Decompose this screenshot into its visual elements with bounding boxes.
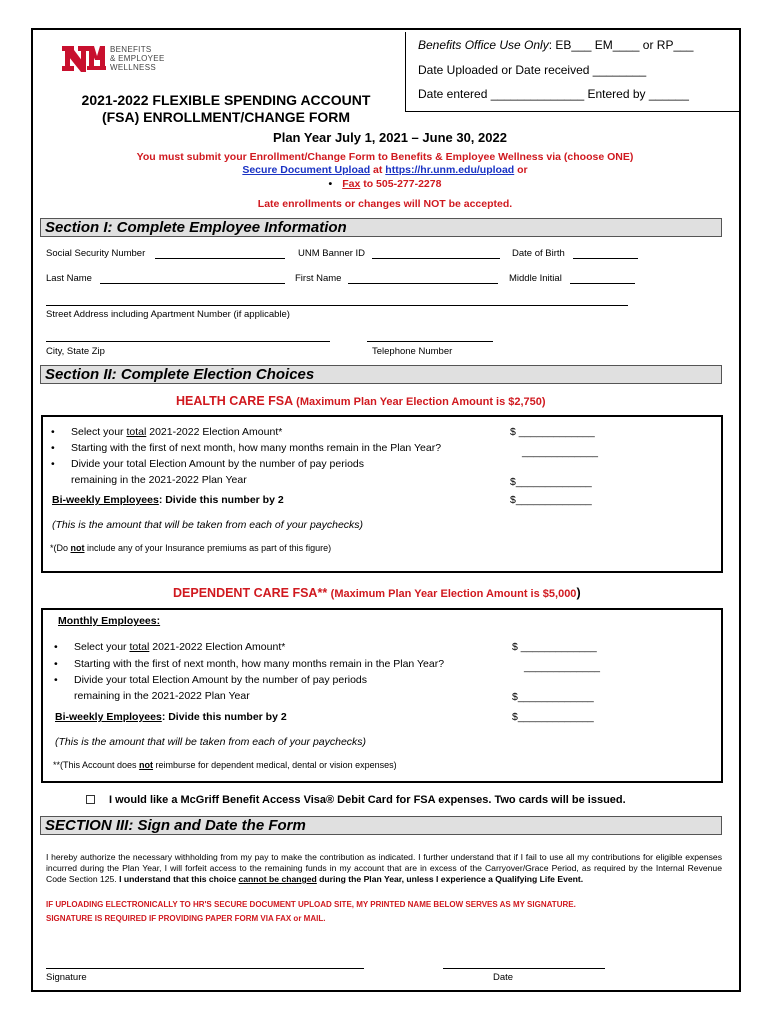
health-care-fsa-title: HEALTH CARE FSA (Maximum Plan Year Election Amount is $2,750) — [176, 394, 546, 408]
health-per-period-field[interactable]: $_____________ — [510, 476, 592, 488]
health-paycheck-note: (This is the amount that will be taken from each of your paychecks) — [52, 519, 364, 531]
monthly-employees-label: Monthly Employees: — [58, 615, 161, 627]
health-bullet-3: • Divide your total Election Amount by the number of pay periods — [51, 458, 364, 470]
paper-signature-note: SIGNATURE IS REQUIRED IF PROVIDING PAPER FORM VIA FAX or MAIL. — [46, 914, 326, 923]
street-address-label: Street Address including Apartment Number (if applicable) — [46, 309, 290, 320]
first-name-field[interactable] — [348, 283, 498, 284]
upload-signature-note: IF UPLOADING ELECTRONICALLY TO HR'S SECURE DOCUMENT UPLOAD SITE, MY PRINTED NAME BELOW SERVES AS MY SIGNATURE. — [46, 900, 576, 909]
banner-id-label: UNM Banner ID — [298, 248, 366, 259]
upload-instructions: Secure Document Upload at https://hr.unm.edu/upload or — [242, 164, 528, 176]
submit-instructions: You must submit your Enrollment/Change Form to Benefits & Employee Wellness via (choose ONE) — [136, 151, 634, 163]
last-name-label: Last Name — [46, 273, 92, 284]
office-use-box — [405, 32, 739, 112]
health-months-field[interactable]: _____________ — [522, 446, 598, 458]
visa-card-checkbox[interactable] — [86, 795, 95, 804]
city-state-zip-field[interactable] — [46, 341, 330, 342]
street-address-field[interactable] — [46, 305, 628, 306]
dependent-care-fsa-box — [41, 608, 723, 783]
ssn-label: Social Security Number — [46, 248, 146, 259]
section-3-header: SECTION III: Sign and Date the Form — [40, 816, 722, 835]
middle-initial-field[interactable] — [570, 283, 635, 284]
dob-label: Date of Birth — [512, 248, 565, 259]
secure-upload-link[interactable]: Secure Document Upload — [242, 164, 371, 176]
dependent-bullet-3: • Divide your total Election Amount by the number of pay periods — [54, 674, 367, 686]
health-care-fsa-box — [41, 415, 723, 573]
signature-label: Signature — [46, 972, 87, 983]
visa-card-option[interactable]: I would like a McGriff Benefit Access Visa® Debit Card for FSA expenses. Two cards will be issued. — [86, 794, 626, 806]
signature-field[interactable] — [46, 968, 364, 969]
telephone-label: Telephone Number — [372, 346, 453, 357]
middle-initial-label: Middle Initial — [509, 273, 562, 284]
banner-id-field[interactable] — [372, 258, 500, 259]
plan-year: Plan Year July 1, 2021 – June 30, 2022 — [273, 130, 507, 145]
dependent-care-fsa-title: DEPENDENT CARE FSA** (Maximum Plan Year Election Amount is $5,000) — [173, 586, 581, 600]
unm-logo-icon — [62, 44, 106, 74]
last-name-field[interactable] — [100, 283, 285, 284]
health-bullet-2: • Starting with the first of next month, how many months remain in the Plan Year? — [51, 442, 442, 454]
dependent-biweekly: Bi-weekly Employees: Divide this number by 2 — [55, 711, 287, 723]
ssn-field[interactable] — [155, 258, 285, 259]
health-premium-note: *(Do not include any of your Insurance premiums as part of this figure) — [50, 543, 332, 553]
date-field[interactable] — [443, 968, 605, 969]
late-warning: Late enrollments or changes will NOT be accepted. — [257, 198, 513, 210]
office-use-line-1: Benefits Office Use Only: EB___ EM____ or RP___ — [418, 38, 694, 52]
section-2-header: Section II: Complete Election Choices — [40, 365, 722, 384]
dependent-per-period-field[interactable]: $_____________ — [512, 691, 594, 703]
office-use-line-3: Date entered ______________ Entered by ______ — [418, 87, 689, 101]
dependent-biweekly-field[interactable]: $_____________ — [512, 711, 594, 723]
dependent-bullet-1: • Select your total 2021-2022 Election Amount* — [54, 641, 286, 653]
dependent-election-amount-field[interactable]: $ _____________ — [512, 641, 597, 653]
date-label: Date — [493, 972, 514, 983]
upload-url-link[interactable]: https://hr.unm.edu/upload — [385, 164, 515, 176]
dependent-bullet-2: • Starting with the first of next month, how many months remain in the Plan Year? — [54, 658, 445, 670]
section-1-header: Section I: Complete Employee Information — [40, 218, 722, 237]
city-state-zip-label: City, State Zip — [46, 346, 105, 357]
logo-text: BENEFITS & EMPLOYEE WELLNESS — [110, 45, 165, 72]
form-title-line-2: (FSA) ENROLLMENT/CHANGE FORM — [101, 109, 351, 125]
dependent-paycheck-note: (This is the amount that will be taken from each of your paychecks) — [55, 736, 367, 748]
authorization-paragraph: I hereby authorize the necessary withholding from my pay to make the contribution as indicated. I further understand that if I fail to use all my contributions for eligible expenses incurred during the Plan Year, I will forfeit access to the remaining funds in my account that are in excess of the Carryover/Grace Period, as required by the Internal Revenue Code Section 125. I understand that this choice cannot be changed during the Plan Year, unless I experience a Qualifying Life Event. — [46, 852, 722, 884]
dependent-expense-note: **(This Account does not reimburse for dependent medical, dental or vision expenses) — [53, 760, 397, 770]
office-use-line-2: Date Uploaded or Date received ________ — [418, 63, 647, 77]
health-biweekly: Bi-weekly Employees: Divide this number by 2 — [52, 494, 284, 506]
dependent-bullet-3-cont: remaining in the 2021-2022 Plan Year — [74, 690, 250, 702]
dob-field[interactable] — [573, 258, 638, 259]
first-name-label: First Name — [295, 273, 342, 284]
health-election-amount-field[interactable]: $ _____________ — [510, 426, 595, 438]
health-biweekly-field[interactable]: $_____________ — [510, 494, 592, 506]
dependent-months-field[interactable]: _____________ — [524, 661, 600, 673]
health-bullet-1: • Select your total 2021-2022 Election Amount* — [51, 426, 283, 438]
fax-instructions: • Fax to 505-277-2278 — [328, 178, 442, 190]
health-bullet-3-cont: remaining in the 2021-2022 Plan Year — [71, 474, 247, 486]
telephone-field[interactable] — [367, 341, 493, 342]
unm-logo — [62, 44, 202, 80]
form-title-line-1: 2021-2022 FLEXIBLE SPENDING ACCOUNT — [81, 92, 371, 108]
